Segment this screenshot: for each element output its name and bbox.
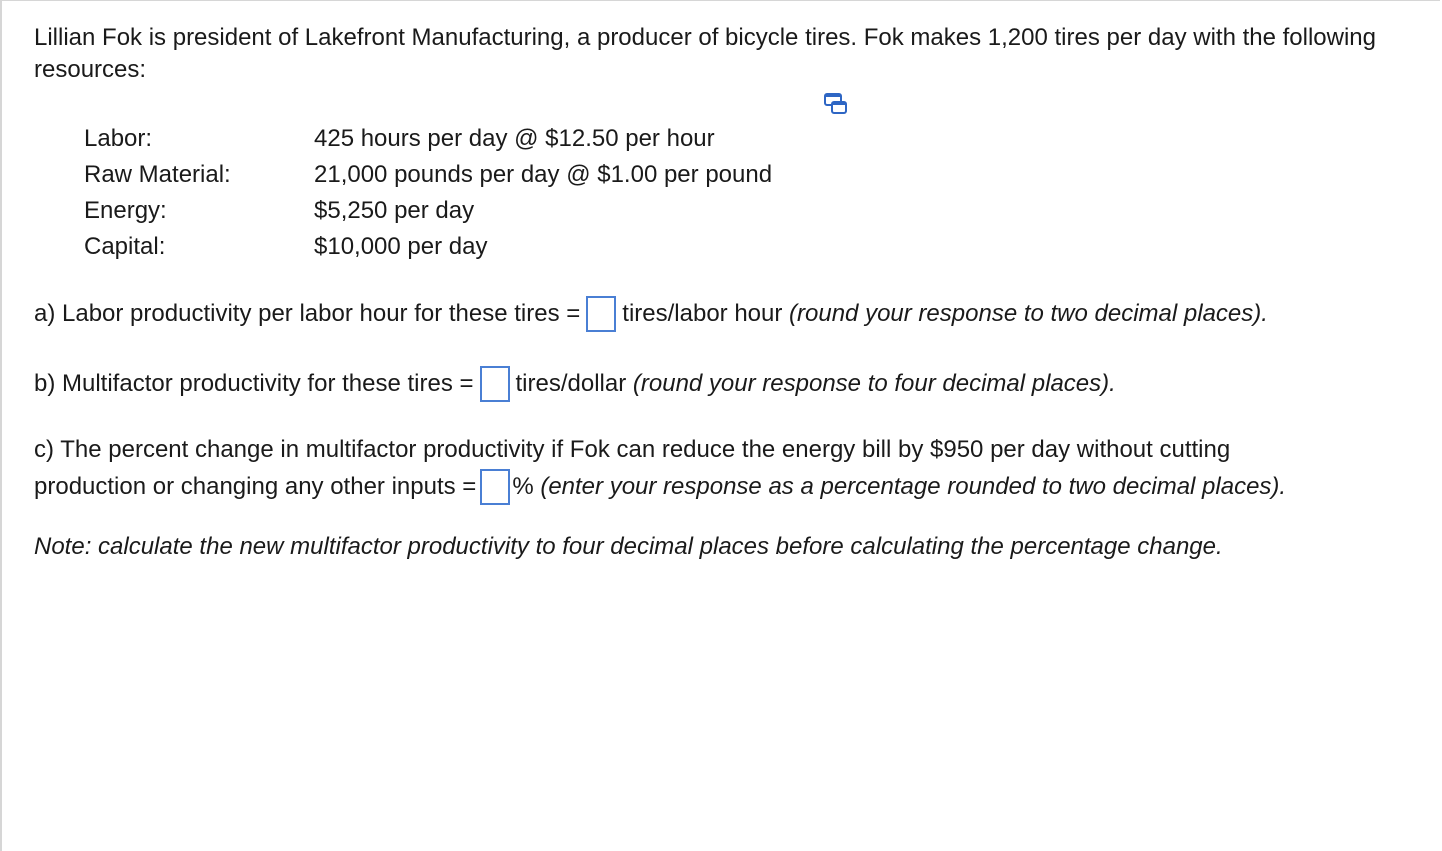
question-c-prefix: production or changing any other inputs = <box>34 473 477 500</box>
resource-label: Capital: <box>84 233 166 260</box>
question-b-prefix: b) Multifactor productivity for these tires = <box>34 370 474 397</box>
resource-value: 425 hours per day @ $12.50 per hour <box>314 125 715 152</box>
question-c-line2 <box>34 467 1286 507</box>
question-c-hint: (enter your response as a percentage rounded to two decimal places). <box>540 473 1287 500</box>
resource-label: Energy: <box>84 197 167 224</box>
question-c-line1: c) The percent change in multifactor productivity if Fok can reduce the energy bill by $950 per day without cutting <box>34 436 1231 463</box>
note-text: Note: calculate the new multifactor productivity to four decimal places before calculating the percentage change. <box>34 533 1223 560</box>
percent-change-input[interactable] <box>480 469 510 505</box>
problem-intro: Lillian Fok is president of Lakefront Manufacturing, a producer of bicycle tires. Fok makes 1,200 tires per day with the following resources: <box>34 24 1376 83</box>
copy-icon[interactable] <box>824 93 848 115</box>
question-a <box>34 294 1268 334</box>
question-a-hint: (round your response to two decimal places). <box>789 300 1268 327</box>
question-b-hint: (round your response to four decimal places). <box>632 370 1116 397</box>
question-b <box>34 364 1116 404</box>
question-c-unit: % <box>512 473 534 500</box>
resource-label: Labor: <box>84 125 153 152</box>
resource-value: $10,000 per day <box>314 233 488 260</box>
resource-value: 21,000 pounds per day @ $1.00 per pound <box>314 161 773 188</box>
question-b-unit: tires/dollar <box>515 370 627 397</box>
question-a-unit: tires/labor hour <box>622 300 783 327</box>
multifactor-productivity-input[interactable] <box>480 366 510 402</box>
question-a-prefix: a) Labor productivity per labor hour for these tires = <box>34 300 581 327</box>
labor-productivity-input[interactable] <box>586 296 616 332</box>
resource-value: $5,250 per day <box>314 197 475 224</box>
resource-label: Raw Material: <box>84 161 231 188</box>
